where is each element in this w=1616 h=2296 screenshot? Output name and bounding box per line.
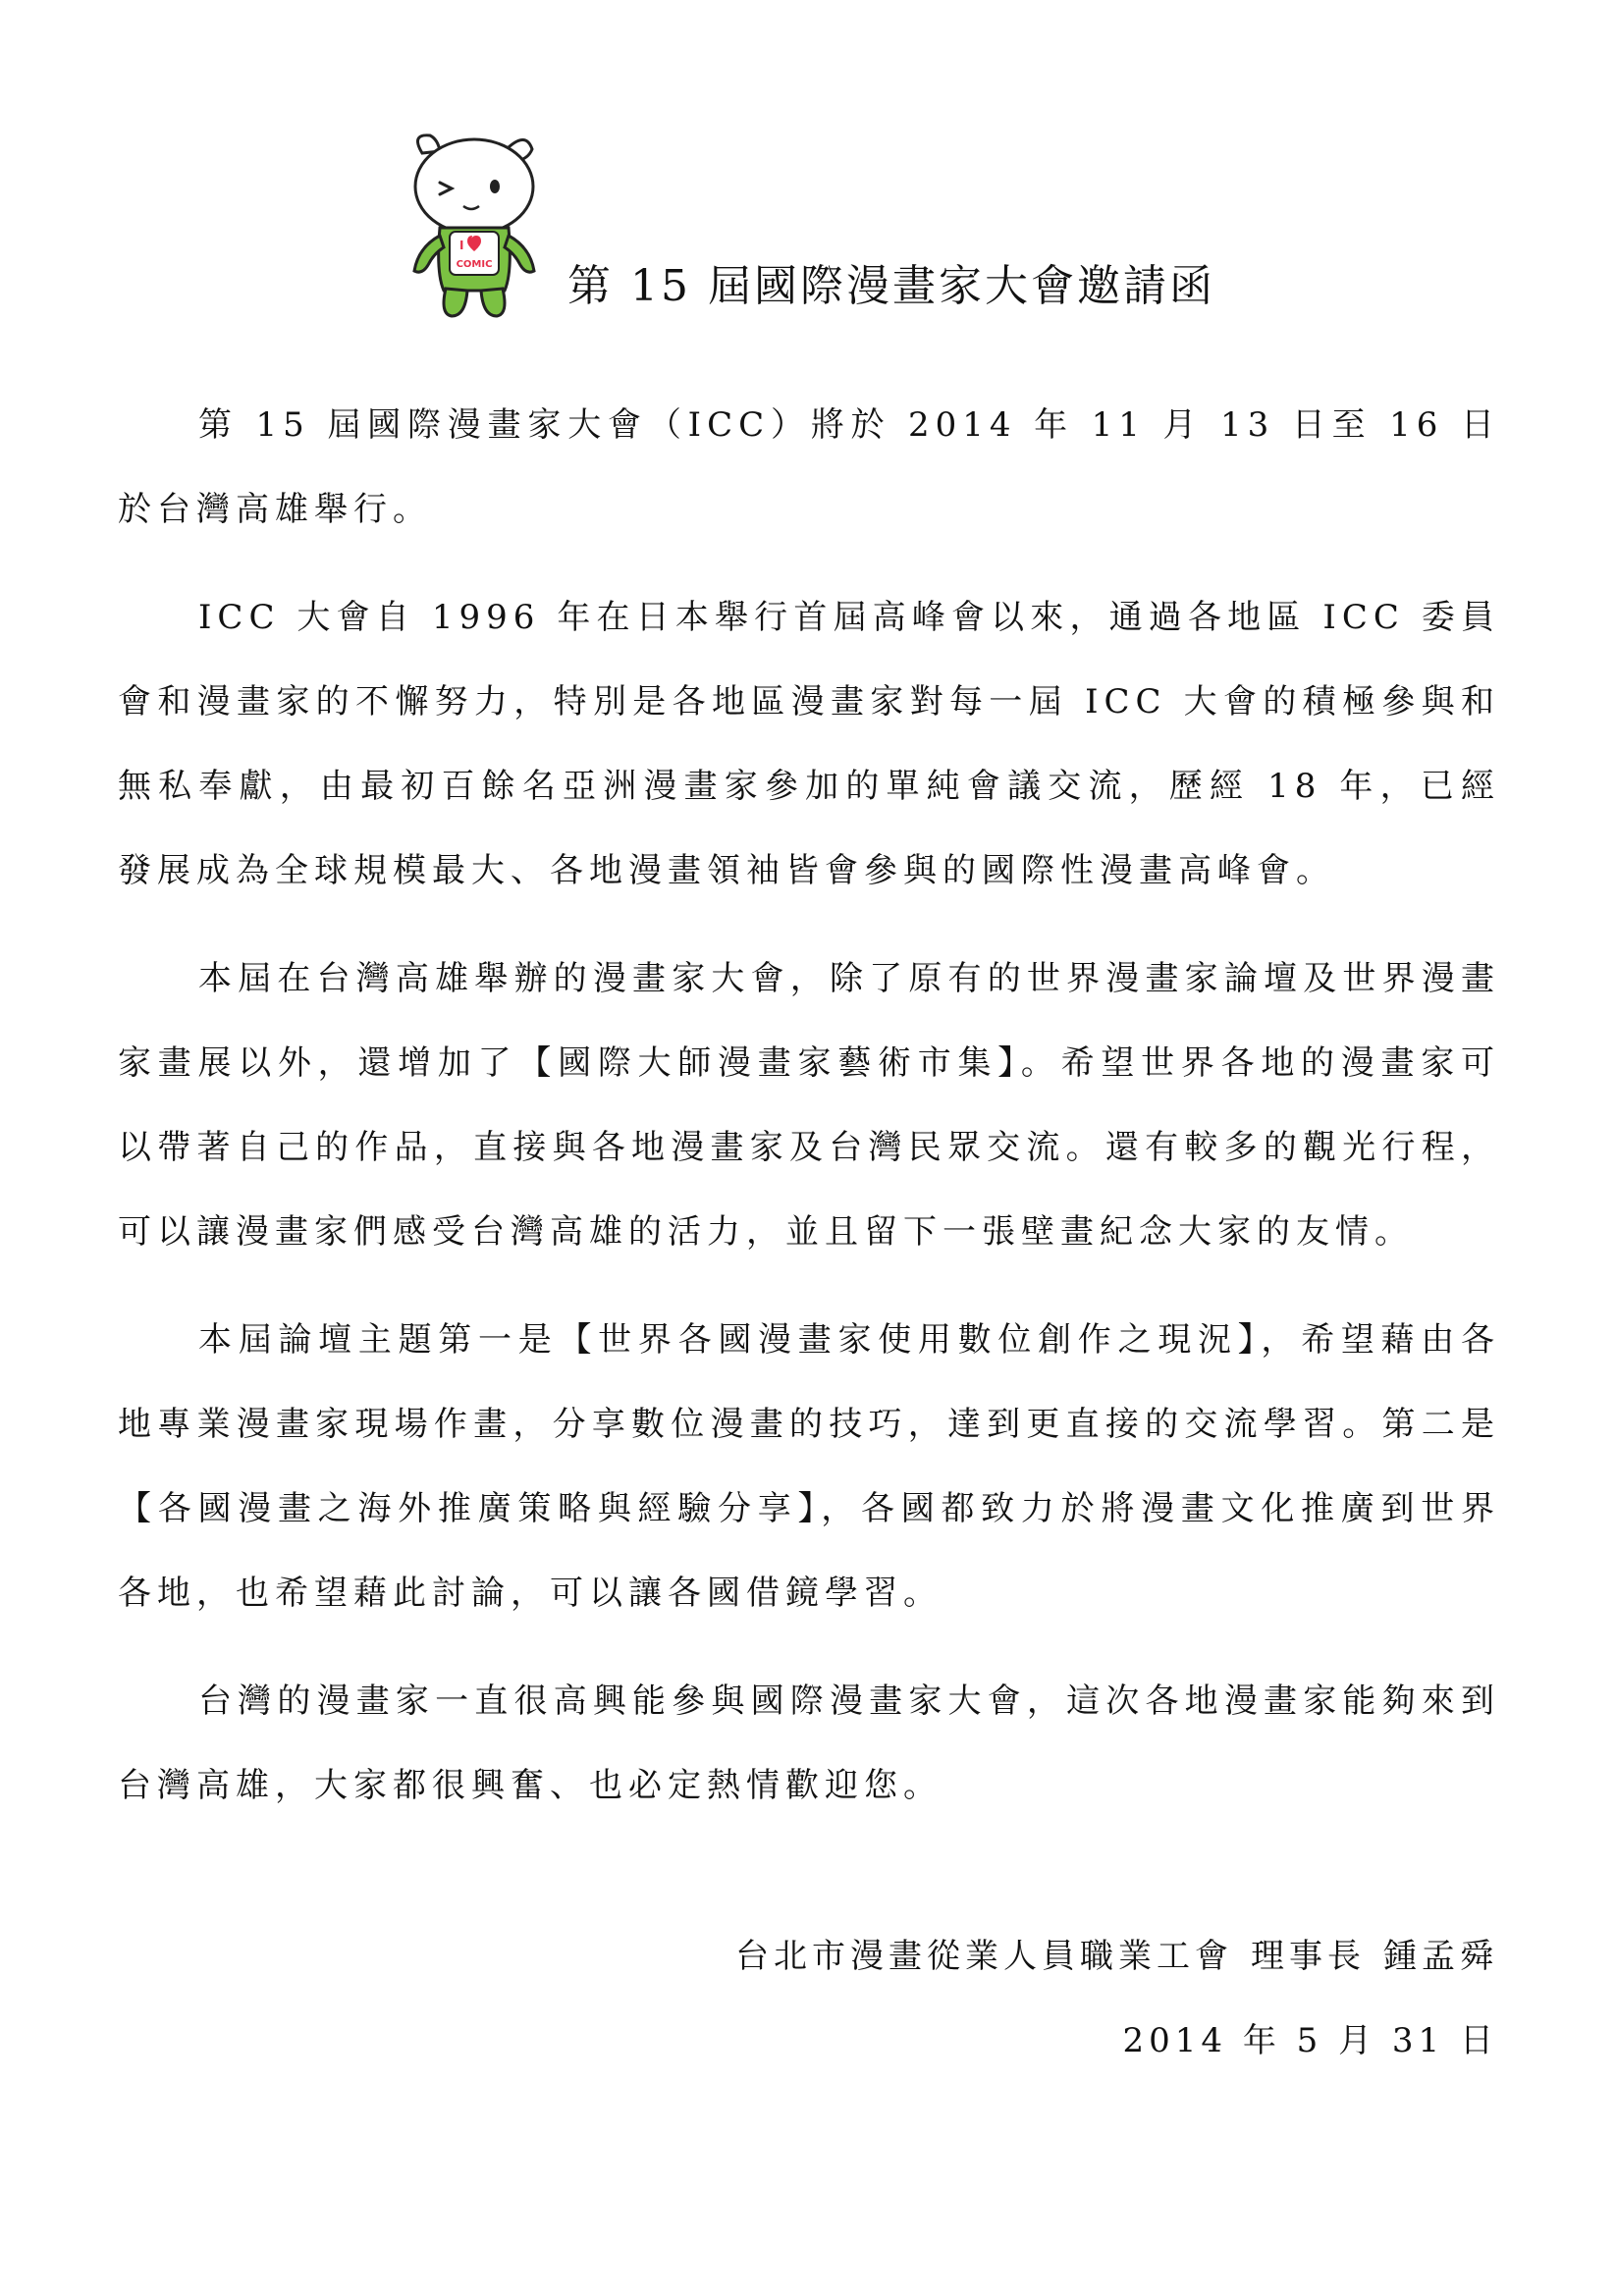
cartoon-mascot-icon (401, 126, 548, 322)
mascot-shirt-letter: I (459, 239, 464, 252)
paragraph-5: 台灣的漫畫家一直很高興能參與國際漫畫家大會，這次各地漫畫家能夠來到台灣高雄，大家都很興奮、也必定熱情歡迎您。 (118, 1682, 1500, 1805)
signature-organization: 台北市漫畫從業人員職業工會 (735, 1937, 1233, 1976)
mascot-illustration (401, 126, 548, 322)
signature-role: 理事長 (1251, 1937, 1366, 1976)
paragraph-1: 第 15 屆國際漫畫家大會（ICC）將於 2014 年 11 月 13 日至 16 日於台灣高雄舉行。 (118, 405, 1500, 529)
letter-body (118, 383, 1500, 1851)
signature-date: 2014 年 5 月 31 日 (1122, 2021, 1498, 2060)
paragraph-4: 本屆論壇主題第一是【世界各國漫畫家使用數位創作之現況】，希望藉由各地專業漫畫家現場作畫，分享數位漫畫的技巧，達到更直接的交流學習。第二是【各國漫畫之海外推廣策略與經驗分享】，各國都致力於將漫畫文化推廣到世界各地，也希望藉此討論，可以讓各國借鏡學習。 (118, 1320, 1500, 1613)
mascot-shirt-word: COMIC (456, 259, 493, 270)
paragraph-3: 本屆在台灣高雄舉辦的漫畫家大會，除了原有的世界漫畫家論壇及世界漫畫家畫展以外，還增加了【國際大師漫畫家藝術市集】。希望世界各地的漫畫家可以帶著自己的作品，直接與各地漫畫家及台灣民眾交流。還有較多的觀光行程，可以讓漫畫家們感受台灣高雄的活力，並且留下一張壁畫紀念大家的友情。 (118, 959, 1500, 1252)
signature-line (735, 1914, 1498, 1999)
paragraph-2: ICC 大會自 1996 年在日本舉行首屆高峰會以來，通過各地區 ICC 委員會和漫畫家的不懈努力，特別是各地區漫畫家對每一屆 ICC 大會的積極參與和無私奉獻，由最初百餘名亞洲漫畫家參加的單純會議交流，歷經 18 年，已經發展成為全球規模最大、各地漫畫領袖皆會參與的國際性漫畫高峰會。 (118, 598, 1500, 890)
signature-block (735, 1914, 1498, 2083)
signature-name: 鍾孟舜 (1383, 1937, 1498, 1976)
page-title: 第 15 屆國際漫畫家大會邀請函 (567, 261, 1215, 311)
